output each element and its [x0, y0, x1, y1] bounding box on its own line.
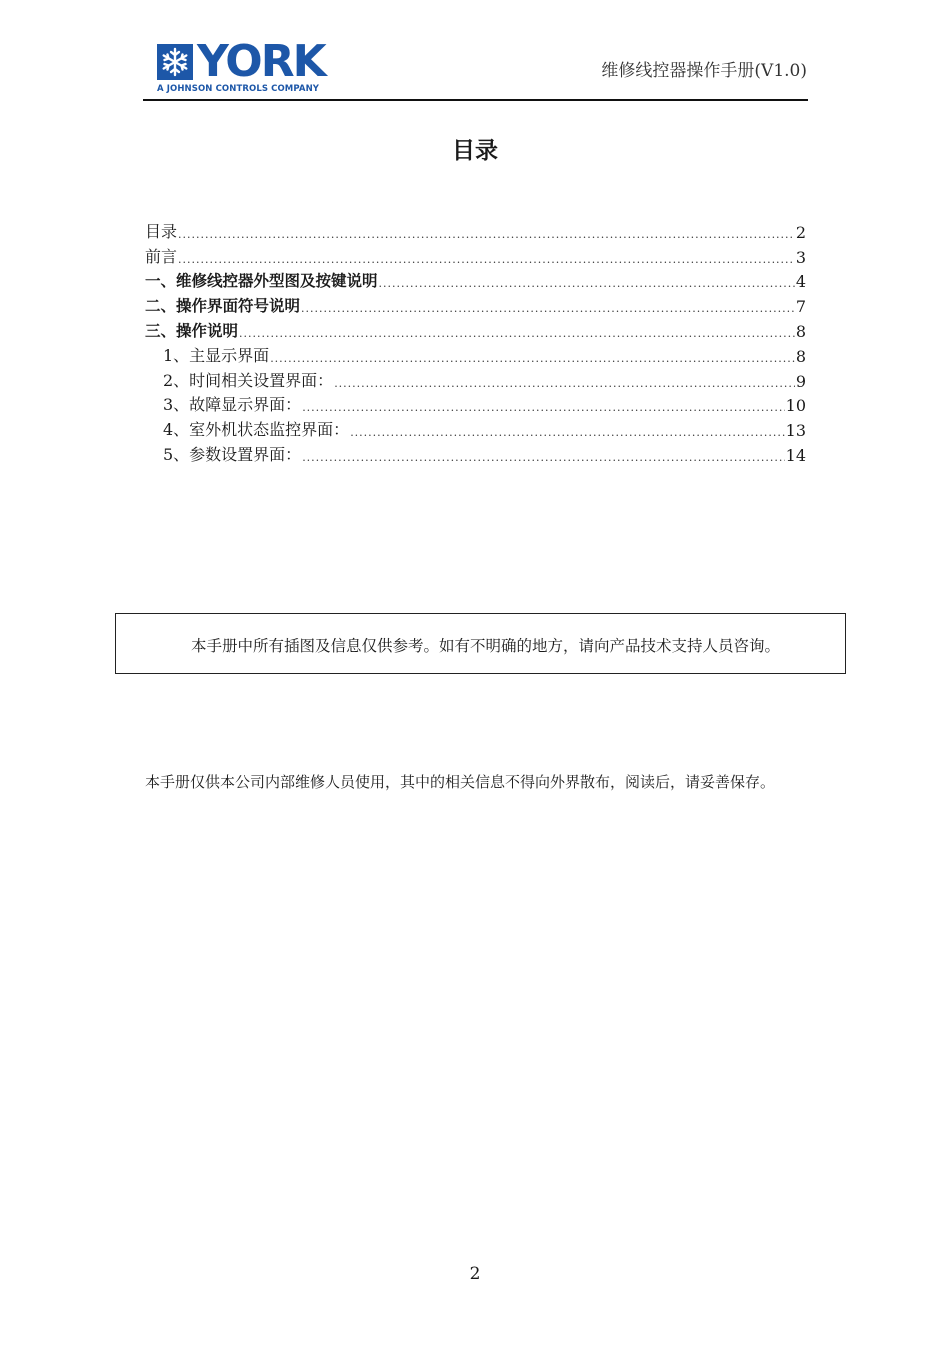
toc-leader — [239, 327, 795, 341]
toc-entry-page: 10 — [785, 396, 806, 416]
toc-entry[interactable] — [145, 291, 806, 316]
toc-entry-page: 4 — [795, 272, 806, 292]
toc-subentry[interactable] — [145, 391, 806, 416]
toc-subentry[interactable] — [145, 440, 806, 465]
toc-leader — [301, 302, 795, 316]
toc-leader — [350, 426, 784, 440]
document-title: 维修线控器操作手册(V1.0) — [601, 61, 807, 81]
toc-entry-page: 13 — [785, 421, 806, 441]
toc-entry-label: 1、主显示界面 — [163, 345, 270, 365]
toc-leader — [302, 451, 784, 465]
toc-entry[interactable] — [145, 316, 806, 341]
logo-wordmark: YORK — [197, 36, 325, 87]
toc-leader — [178, 228, 795, 242]
toc-entry-page: 7 — [795, 297, 806, 317]
toc-entry-page: 8 — [795, 321, 806, 341]
toc-entry-label: 三、操作说明 — [145, 321, 239, 340]
toc-entry-page: 2 — [795, 222, 806, 242]
toc-leader — [302, 401, 784, 415]
toc-entry-label: 3、故障显示界面： — [163, 395, 302, 415]
toc-entry[interactable] — [145, 267, 806, 292]
toc-entry-page: 8 — [795, 346, 806, 366]
toc-entry-page: 3 — [795, 247, 806, 267]
notice-text: 本手册中所有插图及信息仅供参考。如有不明确的地方，请向产品技术支持人员咨询。 — [191, 637, 781, 655]
header-divider — [143, 99, 808, 101]
table-of-contents — [145, 217, 806, 465]
toc-entry-label: 前言 — [145, 246, 178, 266]
toc-leader — [270, 352, 795, 366]
snowflake-icon — [157, 44, 193, 80]
toc-entry-label: 5、参数设置界面： — [163, 444, 302, 464]
toc-leader — [379, 277, 795, 291]
york-logo — [157, 36, 327, 98]
toc-entry-page: 9 — [795, 371, 806, 391]
page-heading: 目录 — [452, 138, 498, 164]
toc-entry[interactable] — [145, 217, 806, 242]
page-number: 2 — [469, 1264, 481, 1284]
toc-leader — [334, 377, 795, 391]
toc-entry-label: 二、操作界面符号说明 — [145, 297, 301, 316]
toc-leader — [178, 253, 795, 267]
notice-box — [115, 613, 846, 674]
toc-subentry[interactable] — [145, 415, 806, 440]
toc-entry[interactable] — [145, 242, 806, 267]
toc-entry-label: 一、维修线控器外型图及按键说明 — [145, 272, 378, 291]
toc-subentry[interactable] — [145, 366, 806, 391]
toc-entry-label: 4、室外机状态监控界面： — [163, 420, 350, 440]
toc-entry-label: 目录 — [145, 221, 178, 241]
usage-note: 本手册仅供本公司内部维修人员使用，其中的相关信息不得向外界散布，阅读后，请妥善保存。 — [145, 773, 776, 791]
toc-entry-page: 14 — [785, 445, 806, 465]
logo-tagline: A JOHNSON CONTROLS COMPANY — [157, 84, 320, 94]
toc-entry-label: 2、时间相关设置界面： — [163, 370, 334, 390]
toc-subentry[interactable] — [145, 341, 806, 366]
